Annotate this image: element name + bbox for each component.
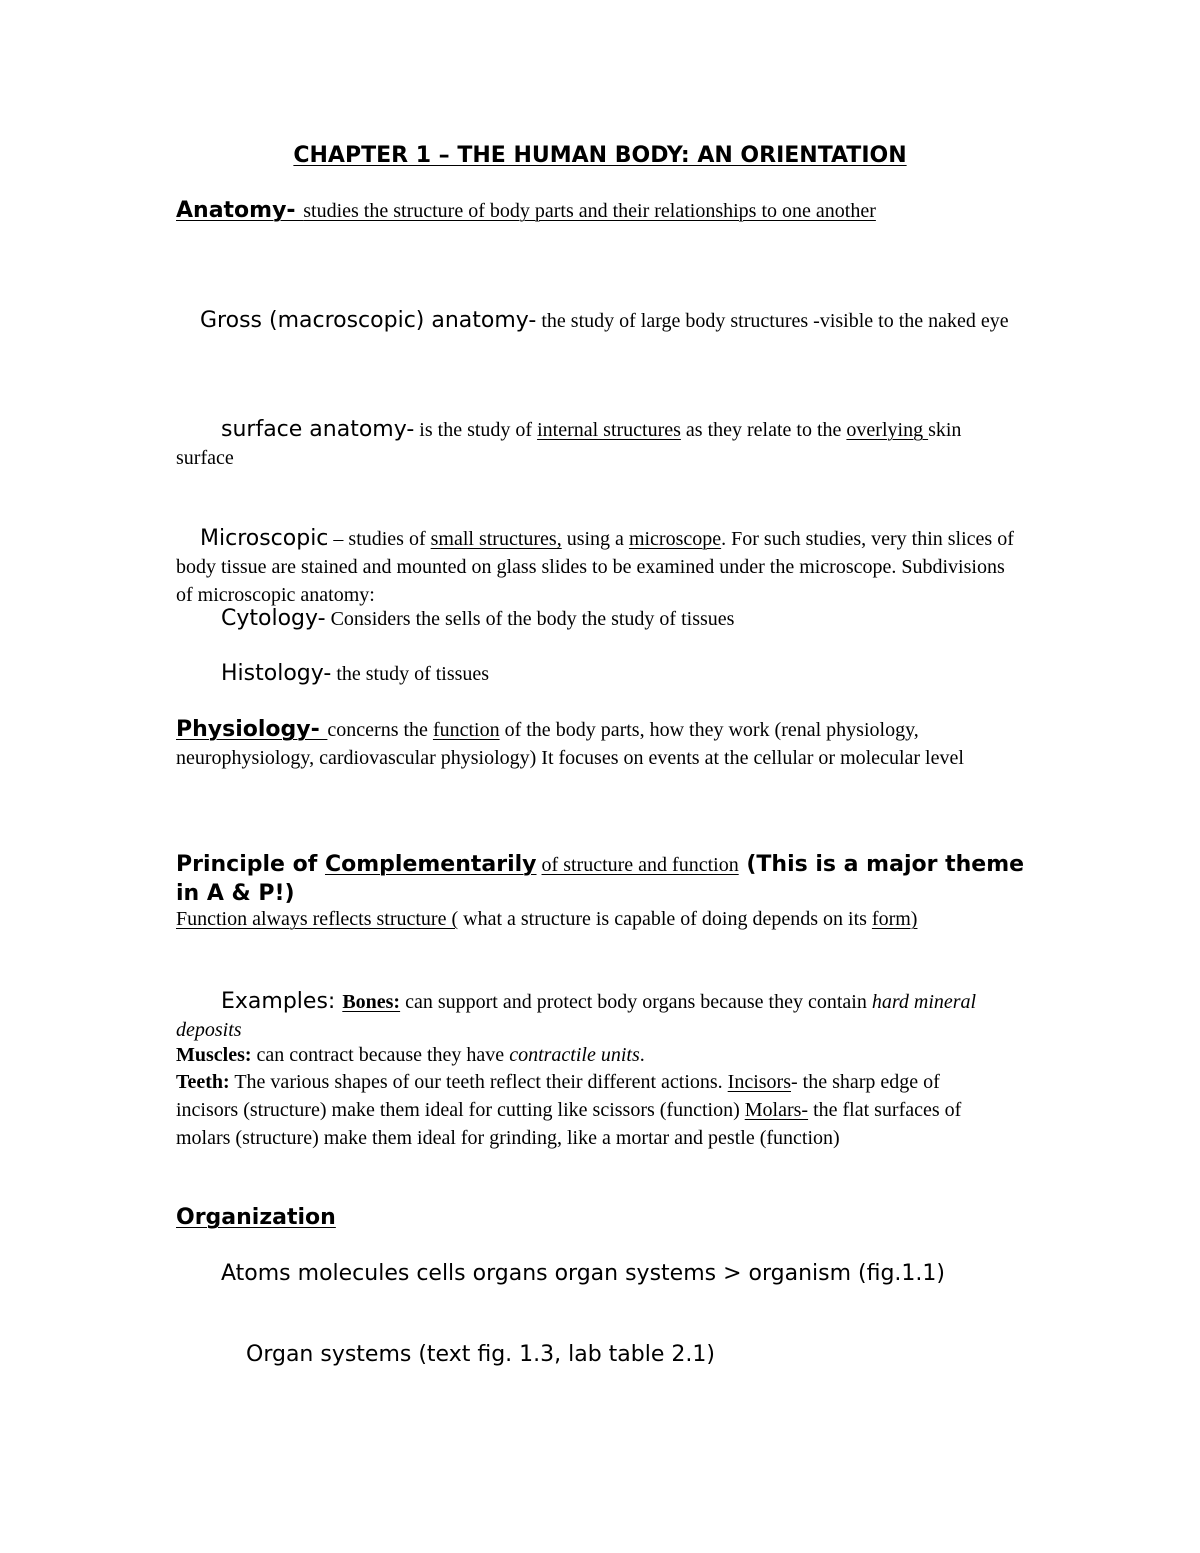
principle-function-reflects: Function always reflects structure (	[176, 908, 459, 930]
surface-internal-structures: internal structures	[537, 419, 681, 441]
microscopic-term: Microscopic	[200, 526, 329, 551]
surface-text-1: is the study of	[414, 419, 538, 441]
surface-overlying: overlying	[846, 419, 929, 441]
histology-definition	[221, 661, 1021, 686]
surface-text-3: skin surface	[176, 419, 962, 469]
teeth-term: Teeth:	[176, 1071, 230, 1093]
principle-major-theme: (This is a major theme in A & P!)	[176, 852, 1025, 906]
bones-hard-mineral-deposits: hard mineral deposits	[176, 991, 977, 1041]
physiology-term: Physiology-	[176, 717, 328, 742]
examples-lead: Examples:	[221, 989, 343, 1014]
muscles-text: can contract because they have	[251, 1044, 510, 1066]
physiology-definition	[176, 716, 996, 773]
anatomy-term: Anatomy-	[176, 198, 304, 223]
principle-text-1: Principle of	[176, 852, 325, 877]
muscles-term: Muscles:	[176, 1044, 252, 1066]
principle-structure-function: of structure and function	[541, 854, 739, 876]
principle-form: form)	[871, 908, 918, 930]
principle-complementarily: Complementarily	[324, 852, 537, 877]
microscopic-anatomy-definition	[176, 525, 1026, 610]
physiology-text-1: concerns the	[327, 719, 433, 741]
teeth-text-3: the flat surfaces of molars (structure) make them ideal for grinding, like a mortar and pestle (function)	[176, 1099, 962, 1149]
organ-systems-reference: Organ systems (text fig. 1.3, lab table 2.1)	[246, 1342, 715, 1367]
teeth-text-1: The various shapes of our teeth reflect their different actions.	[229, 1071, 728, 1093]
cytology-term: Cytology-	[221, 606, 326, 631]
muscles-contractile-units: contractile units	[509, 1044, 640, 1066]
principle-text-3: what a structure is capable of doing depends on its	[458, 908, 872, 930]
bones-text: can support and protect body organs because they contain	[400, 991, 872, 1013]
anatomy-def: studies the structure of body parts and their relationships to one another	[303, 200, 876, 222]
gross-anatomy-definition	[176, 307, 1026, 336]
page-title: CHAPTER 1 – THE HUMAN BODY: AN ORIENTATION	[293, 143, 907, 168]
microscopic-text-3: . For such studies, very thin slices of body tissue are stained and mounted on glass slides to be examined under the microscope. Subdivisions of microscopic anatomy:	[176, 528, 1014, 606]
bones-term: Bones:	[342, 991, 401, 1013]
examples-muscles	[176, 1042, 1016, 1070]
organization-chain: Atoms molecules cells organs organ systems > organism (fig.1.1)	[221, 1261, 945, 1286]
microscopic-microscope: microscope	[628, 528, 722, 550]
microscopic-small-structures: small structures,	[430, 528, 562, 550]
physiology-function: function	[432, 719, 500, 741]
teeth-incisors: Incisors	[727, 1071, 791, 1093]
teeth-molars: Molars-	[744, 1099, 809, 1121]
histology-term: Histology-	[221, 661, 332, 686]
principle-heading	[176, 851, 1036, 909]
microscopic-text-1: – studies of	[328, 528, 431, 550]
organization-heading: Organization	[176, 1205, 336, 1230]
gross-anatomy-term: Gross (macroscopic) anatomy-	[200, 308, 537, 333]
cytology-definition	[221, 606, 1021, 631]
surface-anatomy-term: surface anatomy-	[221, 417, 415, 442]
examples-bones	[176, 988, 1016, 1045]
gross-anatomy-def: the study of large body structures -visible to the naked eye	[536, 310, 1009, 332]
microscopic-text-2: using a	[561, 528, 629, 550]
cytology-def: Considers the sells of the body the study of tissues	[325, 608, 735, 630]
physiology-text-2: of the body parts, how they work (renal physiology, neurophysiology, cardiovascular physiology) It focuses on events at the cellular or molecular level	[176, 719, 964, 769]
principle-statement	[176, 906, 1016, 934]
teeth-text-2: - the sharp edge of incisors (structure) make them ideal for cutting like scissors (function)	[176, 1071, 940, 1121]
surface-anatomy-definition	[176, 416, 976, 473]
muscles-period: .	[639, 1044, 645, 1066]
examples-teeth	[176, 1069, 1006, 1153]
histology-def: the study of tissues	[331, 663, 490, 685]
anatomy-definition	[176, 198, 1026, 223]
surface-text-2: as they relate to the	[680, 419, 847, 441]
